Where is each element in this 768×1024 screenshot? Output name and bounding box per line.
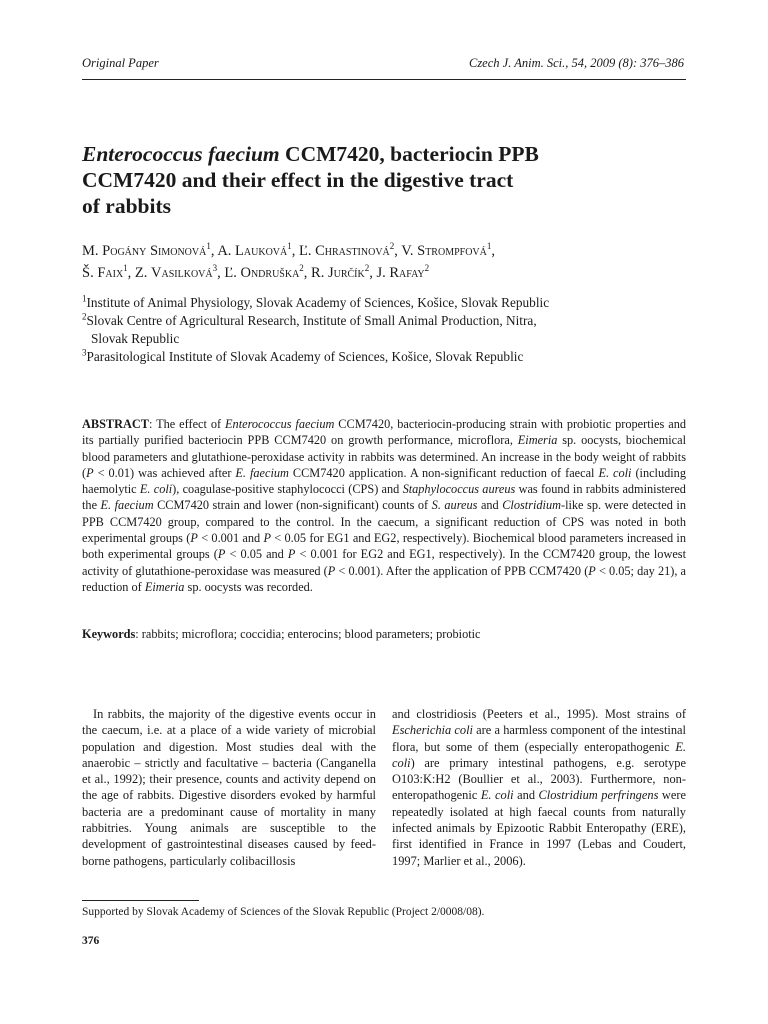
text-run: Eimeria — [144, 579, 185, 594]
text-run: Clostridium perfringens — [538, 788, 659, 803]
running-header-left: Original Paper — [82, 56, 159, 70]
body-column-left — [82, 706, 376, 869]
keywords-text: : rabbits; microflora; coccidia; enterocins; blood parameters; probiotic — [135, 627, 481, 641]
text-run: S. aureus — [431, 498, 478, 513]
author-name: R. Jurčík$^2$, — [311, 263, 377, 281]
text-run: CCM7420, bacteriocin-producing strain with probiotic properties and its partially purified bacteriocin PPB CCM7420 on growth performance, microflora, — [82, 417, 687, 448]
author-name: Š. Faix$^1$, — [82, 263, 135, 281]
affiliation-3: $^3$Parasitological Institute of Slovak Academy of Sciences, Košice, Slovak Republic — [82, 347, 524, 364]
title-species: Enterococcus faecium — [82, 142, 280, 166]
text-run: Escherichia coli — [392, 723, 473, 738]
author-name: A. Lauková$^1$, — [217, 241, 299, 259]
text-run: ), coagulase-positive staphylococci (CPS) and — [172, 482, 403, 497]
author-name: M. Pogány Simonová$^1$, — [82, 241, 218, 259]
text-run: are a harmless component of the intestinal flora, but some of them (especially enteropathogenic — [392, 723, 686, 754]
text-run: In rabbits, the majority of the digestive events occur in the caecum, i.e. at a place of a wide variety of microbial population and digestion. Most studies deal with the anaerobic – strictly and facultative – bacteria (Canganella et al., 1992); their presence, counts and activity depend on the age of rabbits. Digestive disorders evoked by harmful bacteria are a predominant cause of mortality in many rabbitries. Young animals are susceptible to the development of gastrointestinal diseases caused by feed-borne pathogens, particularly colibacillosis — [82, 707, 376, 868]
keywords — [82, 626, 686, 642]
text-run: was found in rabbits administered the — [82, 482, 686, 513]
funding-footnote: Supported by Slovak Academy of Sciences of the Slovak Republic (Project 2/0008/08). — [82, 906, 485, 918]
text-run: P — [190, 531, 198, 546]
text-run: (including haemolytic — [82, 465, 686, 497]
text-run: ) are primary intestinal pathogens, e.g. serotype O103:K:H2 (Boullier et al., 2003). Furthermore, non-enteropathogenic — [392, 755, 686, 803]
title-line-2: CCM7420 and their effect in the digestive tract — [82, 168, 514, 192]
affiliation-1: $^1$Institute of Animal Physiology, Slovak Academy of Sciences, Košice, Slovak Republic — [82, 293, 550, 310]
text-run: Enterococcus faecium — [225, 417, 335, 431]
text-run: sp. oocysts was recorded. — [184, 579, 313, 594]
title-line-1: CCM7420, bacteriocin PPB — [279, 142, 539, 166]
text-run: < 0.001 and — [197, 531, 264, 546]
text-run: E. coli — [139, 482, 173, 497]
author-name: Z. Vasilková$^3$, — [134, 263, 225, 281]
author-name: Ľ. Ondruška$^2$, — [224, 263, 312, 281]
text-run: P — [263, 531, 271, 546]
text-run: P — [86, 465, 94, 480]
text-run: E. faecium — [235, 465, 289, 480]
header-rule — [82, 79, 686, 80]
text-run: Clostridium — [502, 498, 561, 513]
author-list — [82, 240, 692, 284]
author-name: J. Rafay$^2$ — [376, 263, 430, 281]
text-run: E. coli — [480, 788, 514, 803]
text-run: < 0.001). After the application of PPB CCM7420 ( — [335, 563, 589, 578]
text-run: CCM7420 application. A non-significant reduction of faecal — [288, 465, 599, 480]
affiliation-2-continued: Slovak Republic — [91, 331, 180, 346]
affiliations — [82, 294, 692, 366]
author-line-2 — [82, 262, 692, 284]
text-run: CCM7420 strain and lower (non-significant) counts of — [153, 498, 432, 513]
text-run: E. coli — [392, 739, 686, 770]
paper-title — [82, 141, 642, 219]
text-run: Eimeria — [517, 433, 558, 448]
text-run: < 0.05 and — [225, 547, 288, 562]
text-run: < 0.05 for EG1 and EG2, respectively). Biochemical blood parameters increased in both experimental groups ( — [82, 531, 686, 562]
footnote-rule — [82, 900, 199, 901]
title-line-3: of rabbits — [82, 194, 171, 218]
page-number: 376 — [82, 935, 100, 947]
author-line-1 — [82, 240, 692, 262]
text-run: P — [588, 563, 596, 578]
text-run: < 0.05; day 21), a reduction of — [82, 563, 687, 594]
text-run: P — [327, 563, 336, 578]
text-run: E. faecium — [100, 498, 154, 513]
abstract-label: ABSTRACT — [82, 417, 149, 431]
text-run: sp. oocysts, biochemical blood parameters and glutathione-peroxidase activity in rabbits was determined. An increase in the body weight of rabbits ( — [82, 433, 687, 480]
text-run: P — [217, 547, 226, 562]
author-name: V. Strompfová$^1$, — [401, 241, 495, 259]
text-run: were repeatedly isolated at high faecal counts from naturally infected animals by Epizootic Rabbit Enteropathy (ERE), first identified in France in 1997 (Lebas and Coudert, 1997; Marlier et al., 2006). — [392, 788, 686, 868]
text-run: : The effect of — [148, 417, 226, 431]
running-header-right: Czech J. Anim. Sci., 54, 2009 (8): 376–386 — [468, 56, 684, 70]
text-run: -like sp. were detected in PPB CCM7420 group, compared to the control. In the caecum, a significant reduction of CPS was noted in both experimental groups ( — [82, 498, 686, 546]
text-run: Staphylococcus aureus — [402, 482, 516, 497]
body-column-right — [392, 706, 686, 869]
text-run: and — [513, 788, 539, 803]
author-name: Ľ. Chrastinová$^2$, — [298, 241, 402, 259]
text-run: < 0.001 for EG2 and EG1, respectively). In the CCM7420 group, the lowest activity of glutathione-peroxidase was measured ( — [82, 547, 686, 578]
text-run: and clostridiosis (Peeters et al., 1995). Most strains of — [392, 707, 686, 721]
text-run: E. coli — [598, 465, 632, 480]
affiliation-2: $^2$Slovak Centre of Agricultural Research, Institute of Small Animal Production, Nitra, — [82, 311, 537, 328]
keywords-label: Keywords — [82, 627, 136, 641]
text-run: P — [287, 547, 296, 562]
text-run: < 0.01) was achieved after — [93, 465, 236, 480]
abstract — [82, 416, 686, 595]
text-run: and — [477, 498, 503, 513]
abstract-text — [82, 417, 686, 594]
